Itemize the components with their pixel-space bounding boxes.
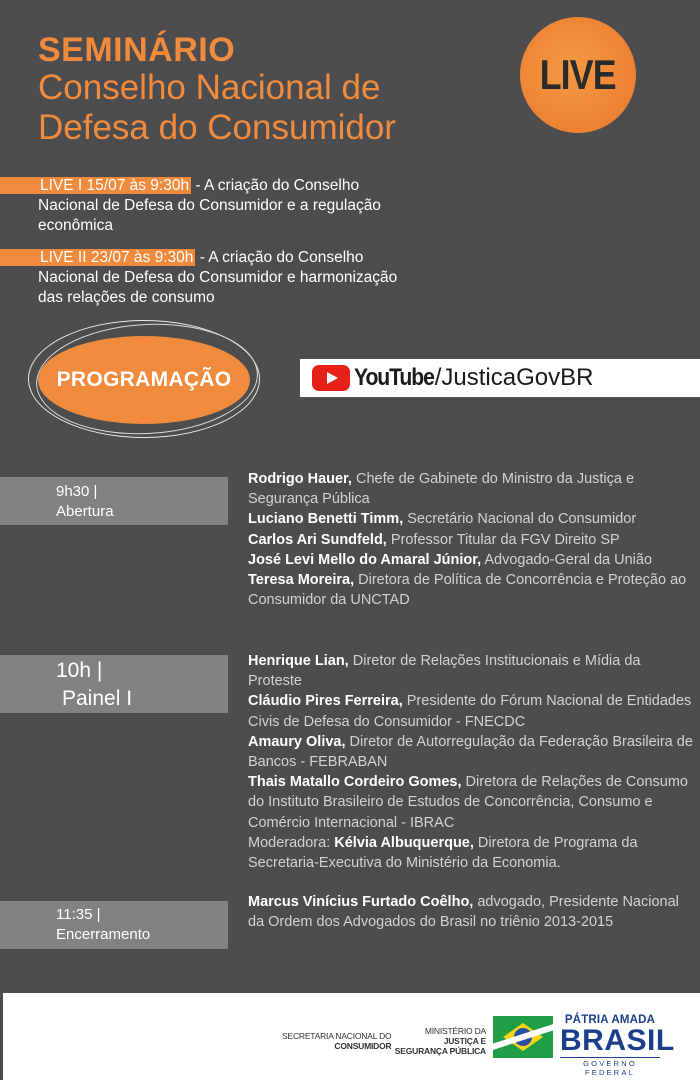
schedule-label: Encerramento [56,926,151,943]
title-line-3: Defesa do Consumidor [38,108,396,147]
schedule-time: 11:35 | [56,906,101,923]
speaker-role: Advogado-Geral da União [481,551,653,568]
speaker-entry [248,691,696,731]
speaker-role: Diretora de Programa da Secretaria-Executiva do Ministério da Economia. [248,834,638,872]
speaker-entry [248,772,696,833]
speaker-name: Marcus Vinícius Furtado Coêlho, [248,894,474,910]
schedule-time-encerramento [0,901,228,949]
governo-federal-text: GOVERNO FEDERAL [560,1057,660,1077]
speaker-entry [248,530,696,550]
live-badge-label: LIVE [540,51,616,98]
speaker-name: Rodrigo Hauer, [248,471,352,487]
programacao-badge [28,320,262,440]
live-2-text-line: das relações de consumo [38,289,215,306]
speaker-role: Professor Titular da FGV Direito SP [386,531,620,548]
speaker-entry [248,570,696,610]
youtube-handle: /JusticaGovBR [434,364,594,391]
live-1-text-line: Nacional de Defesa do Consumidor e a regulação [38,197,381,214]
speakers-painel [248,651,696,873]
seminar-title [38,32,396,148]
speaker-name: Luciano Benetti Timm, [248,511,404,528]
live-1-tag: LIVE I 15/07 às 9:30h [0,177,191,194]
title-seminario: SEMINÁRIO [38,31,236,69]
speaker-entry [248,469,696,509]
patria-amada-text: PÁTRIA AMADA [564,1014,656,1026]
schedule-time: 10h | [56,659,103,682]
brazil-flag-icon [493,1016,553,1058]
speaker-entry [248,509,696,529]
secretaria-logo [282,1031,391,1051]
speaker-entry [248,550,696,570]
speaker-prefix: Moderadora: [248,834,335,851]
speaker-role: Presidente do Fórum Nacional de Entidades Civis de Defesa do Consumidor - FNECDC [248,693,692,730]
speaker-name: Amaury Oliva, [248,733,346,750]
speaker-name: Thais Matallo Cordeiro Gomes, [248,774,462,791]
speaker-role: Diretora de Política de Concorrência e Proteção ao Consumidor da UNCTAD [248,572,687,609]
programacao-pill [38,336,250,424]
speakers-encerramento [248,892,696,932]
brasil-text: BRASIL [560,1024,675,1057]
live-2-tag: LIVE II 23/07 às 9:30h [0,249,195,266]
speaker-role: Diretor de Autorregulação da Federação Brasileira de Bancos - FEBRABAN [248,733,693,771]
ministerio-line-3: SEGURANÇA PÚBLICA [394,1046,486,1056]
live-1-block [0,176,520,236]
title-line-2: Conselho Nacional de [38,68,381,107]
schedule-label: Abertura [56,503,114,520]
live-2-text-first: - A criação do Conselho [195,249,364,266]
speaker-role: Diretora de Relações de Consumo do Instituto Brasileiro de Estudos de Concorrência, Consumo e Comércio Internacional - IBRAC [248,774,688,831]
speaker-name: Kélvia Albuquerque, [334,834,474,851]
youtube-play-icon [312,365,350,391]
live-2-block [0,248,520,308]
speaker-role: advogado, Presidente Nacional da Ordem dos Advogados do Brasil no triênio 2013-2015 [248,894,679,931]
schedule-time-painel [0,655,228,713]
speaker-name: Cláudio Pires Ferreira, [248,693,403,710]
programacao-label: PROGRAMAÇÃO [56,368,232,391]
live-1-text-line: econômica [38,217,113,234]
patria-amada-brasil-logo [560,1014,675,1077]
speaker-name: Carlos Ari Sundfeld, [248,531,387,548]
speaker-entry [248,732,696,772]
footer-edge [0,993,3,1080]
speaker-name: José Levi Mello do Amaral Júnior, [248,551,482,568]
schedule-time-abertura [0,477,228,525]
live-badge [520,17,636,133]
ministerio-logo [394,1026,486,1056]
secretaria-line-2: CONSUMIDOR [334,1041,392,1051]
speaker-role: Chefe de Gabinete do Ministro da Justiça e Segurança Pública [248,471,635,508]
speaker-role: Diretor de Relações Institucionais e Mídia da Proteste [248,653,641,690]
ministerio-line-1: MINISTÉRIO DA [424,1026,486,1036]
speaker-name: Henrique Lian, [248,653,349,669]
youtube-wordmark: YouTube [354,364,434,391]
schedule-label: Painel I [62,687,133,710]
speaker-entry [248,892,696,932]
footer-logos [0,993,700,1080]
live-2-text-line: Nacional de Defesa do Consumidor e harmonização [38,269,398,286]
schedule-time: 9h30 | [56,483,98,500]
secretaria-line-1: SECRETARIA NACIONAL DO [282,1031,392,1041]
speaker-entry [248,651,696,691]
speaker-entry [248,833,696,873]
ministerio-line-2: JUSTIÇA E [443,1036,486,1046]
speakers-abertura [248,469,696,610]
live-1-text-first: - A criação do Conselho [191,177,360,194]
youtube-channel-banner[interactable] [300,359,700,397]
speaker-role: Secretário Nacional do Consumidor [403,511,637,528]
speaker-name: Teresa Moreira, [248,572,355,589]
